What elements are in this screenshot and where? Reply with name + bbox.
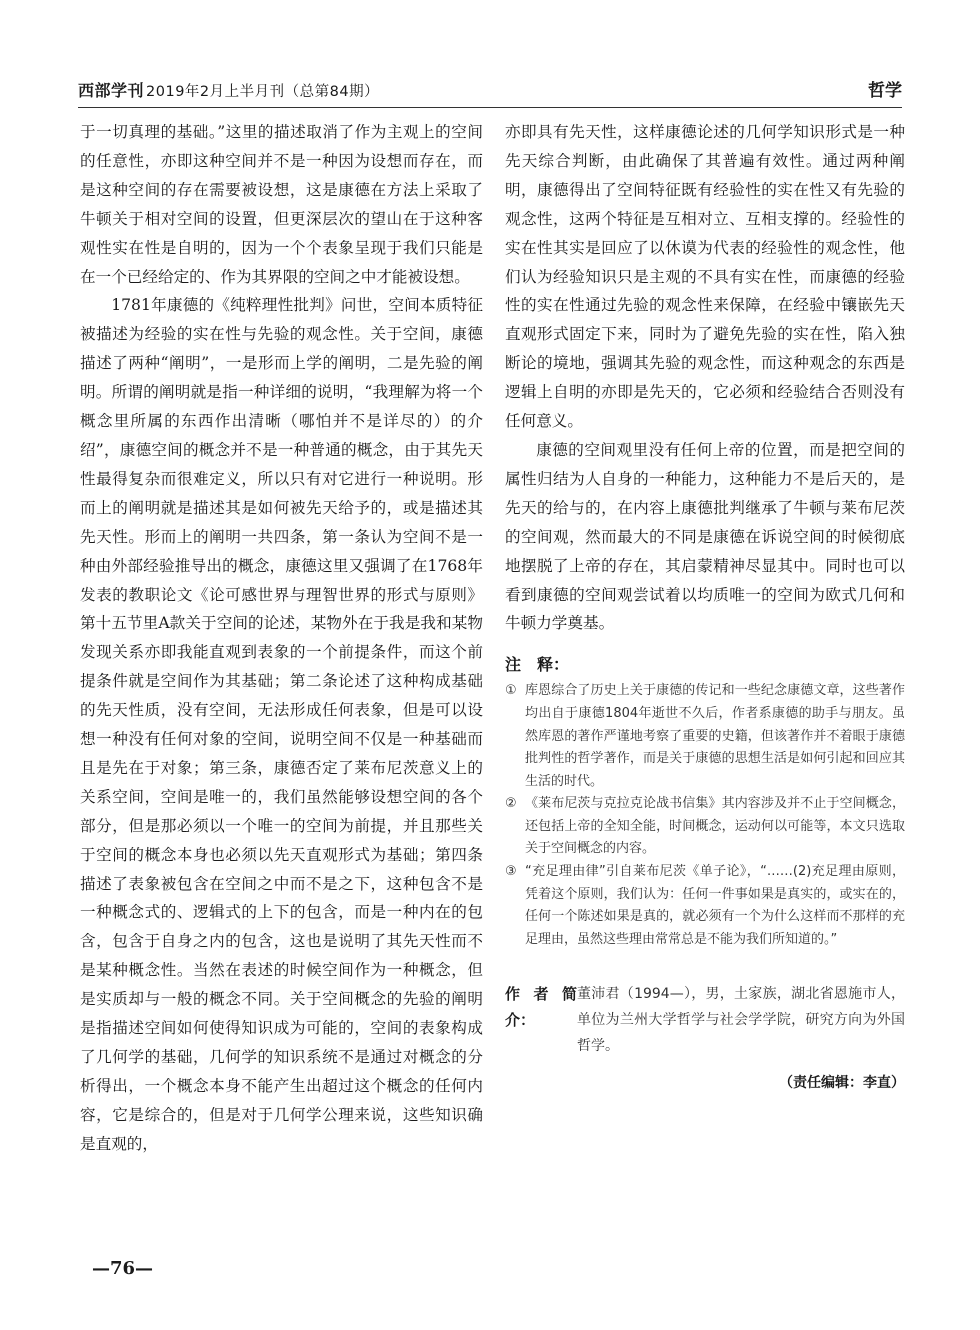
section-title: 哲学 bbox=[868, 81, 902, 101]
author-text: 董沛君（1994—），男，土家族，湖北省恩施市人，单位为兰州大学哲学与社会学学院，研究方向为外国哲学。 bbox=[577, 986, 905, 1055]
body-paragraph: 亦即具有先天性，这样康德论述的几何学知识形式是一种先天综合判断，由此确保了其普遍有效性。通过两种阐明，康德得出了空间特征既有经验性的实在性又有先验的观念性，这两个特征是互相对立、互相支撑的。经验性的实在性其实是回应了以休谟为代表的经验性的观念性，他们认为经验知识只是主观的不具有实在性，而康德的经验性的实在性通过先验的观念性来保障，在经验中镶嵌先天直观形式固定下来，同时为了避免先验的实在性，陷入独断论的境地，强调其先验的观念性，而这种观念的东西是逻辑上自明的亦即是先天的，它必须和经验结合否则没有任何意义。 bbox=[505, 123, 905, 431]
footnote-number: ② bbox=[505, 796, 517, 812]
body-paragraph: 康德的空间观里没有任何上帝的位置，而是把空间的属性归结为人自身的一种能力，这种能力不是后天的，是先天的给与的，在内容上康德批判继承了牛顿与莱布尼茨的空间观，然而最大的不同是康德在诉说空间的时候彻底地摆脱了上帝的存在，其启蒙精神尽显其中。同时也可以看到康德的空间观尝试着以均质唯一的空间为欧式几何和牛顿力学奠基。 bbox=[505, 440, 905, 633]
body-paragraph: 1781年康德的《纯粹理性批判》问世，空间本质特征被描述为经验的实在性与先验的观念性。关于空间，康德描述了两种“阐明”，一是形而上学的阐明，二是先验的阐明。所谓的阐明就是指一种详细的说明，“我理解为将一个概念里所属的东西作出清晰（哪怕并不是详尽的）的介绍”，康德空间的概念并不是一种普通的概念，由于其先天性最得复杂而很难定义，所以只有对它进行一种说明。形而上的阐明就是描述其是如何被先天给予的，或是描述其先天性。形而上的阐明一共四条，第一条认为空间不是一种由外部经验推导出的概念，康德这里又强调了在1768年发表的教职论文《论可感世界与理智世界的形式与原则》第十五节里A款关于空间的论述，某物外在于我是我和某物发现关系亦即我能直观到表象的一个前提条件，而这个前提条件就是空间作为其基础；第二条论述了这种构成基础的先天性质，没有空间，无法形成任何表象，但是可以设想一种没有任何对象的空间，说明空间不仅是一种基础而且是先在于对象；第三条，康德否定了莱布尼茨意义上的关系空间，空间是唯一的，我们虽然能够设想空间的各个部分，但是那必须以一个唯一的空间为前提，并且那些关于空间的概念本身也必须以先天直观形式为基础；第四条描述了表象被包含在空间之中而不是之下，这种包含不是一种概念式的、逻辑式的上下的包含，而是一种内在的包含，包含于自身之内的包含，这也是说明了其先天性而不是某种概念性。当然在表述的时候空间作为一种概念，但是实质却与一般的概念不同。关于空间概念的先验的阐明是指描述空间如何使得知识成为可能的，空间的表象构成了几何学的基础，几何学的知识系统不是通过对概念的分析得出，一个概念本身不能产生出超过这个概念的任何内容，它是综合的，但是对于几何学公理来说，这些知识确是直观的， bbox=[80, 296, 483, 1153]
footnote bbox=[505, 793, 905, 861]
footnote-text: 库恩综合了历史上关于康德的传记和一些纪念康德文章，这些著作均出自于康德1804年逝世不久后，作者系康德的助手与朋友。虽然库恩的著作严谨地考察了重要的史籍，但该著作并不着眼于康德批判性的哲学著作，而是关于康德的思想生活是如何引起和回应其生活的时代。 bbox=[525, 683, 905, 789]
footnote-number: ③ bbox=[505, 864, 517, 880]
header-rule bbox=[78, 107, 902, 108]
notes-title: 注 释： bbox=[505, 655, 570, 675]
page-number: —76— bbox=[92, 1258, 154, 1279]
right-column bbox=[505, 118, 905, 1098]
responsible-editor: （责任编辑：李直） bbox=[779, 1075, 905, 1092]
footnote bbox=[505, 861, 905, 951]
author-label: 作者简介： bbox=[505, 985, 577, 1030]
body-paragraph: 于一切真理的基础。”这里的描述取消了作为主观上的空间的任意性，亦即这种空间并不是一种因为设想而存在，而是这种空间的存在需要被设想，这是康德在方法上采取了牛顿关于相对空间的设置，但更深层次的望山在于这种客观性实在性是自明的，因为一个个表象呈现于我们只能是在一个已经给定的、作为其界限的空间之中才能被设想。 bbox=[80, 123, 483, 286]
journal-name: 西部学刊 bbox=[78, 81, 145, 100]
left-column bbox=[80, 118, 483, 1159]
author-bio bbox=[505, 981, 905, 1059]
footnote-text: “充足理由律”引自莱布尼茨《单子论》，“……(2)充足理由原则，凭着这个原则，我们认为：任何一件事如果是真实的，或实在的，任何一个陈述如果是真的，就必须有一个为什么这样而不那样的充足理由，虽然这些理由常常总是不能为我们所知道的。” bbox=[525, 864, 905, 947]
footnote bbox=[505, 680, 905, 793]
footnote-number: ① bbox=[505, 683, 517, 699]
footnote-text: 《莱布尼茨与克拉克论战书信集》其内容涉及并不止于空间概念，还包括上帝的全知全能，时间概念，运动何以可能等，本文只选取关于空间概念的内容。 bbox=[525, 796, 905, 857]
journal-issue: 2019年2月上半月刊（总第84期） bbox=[146, 84, 380, 100]
page-header bbox=[78, 76, 902, 106]
journal-masthead bbox=[78, 78, 379, 101]
